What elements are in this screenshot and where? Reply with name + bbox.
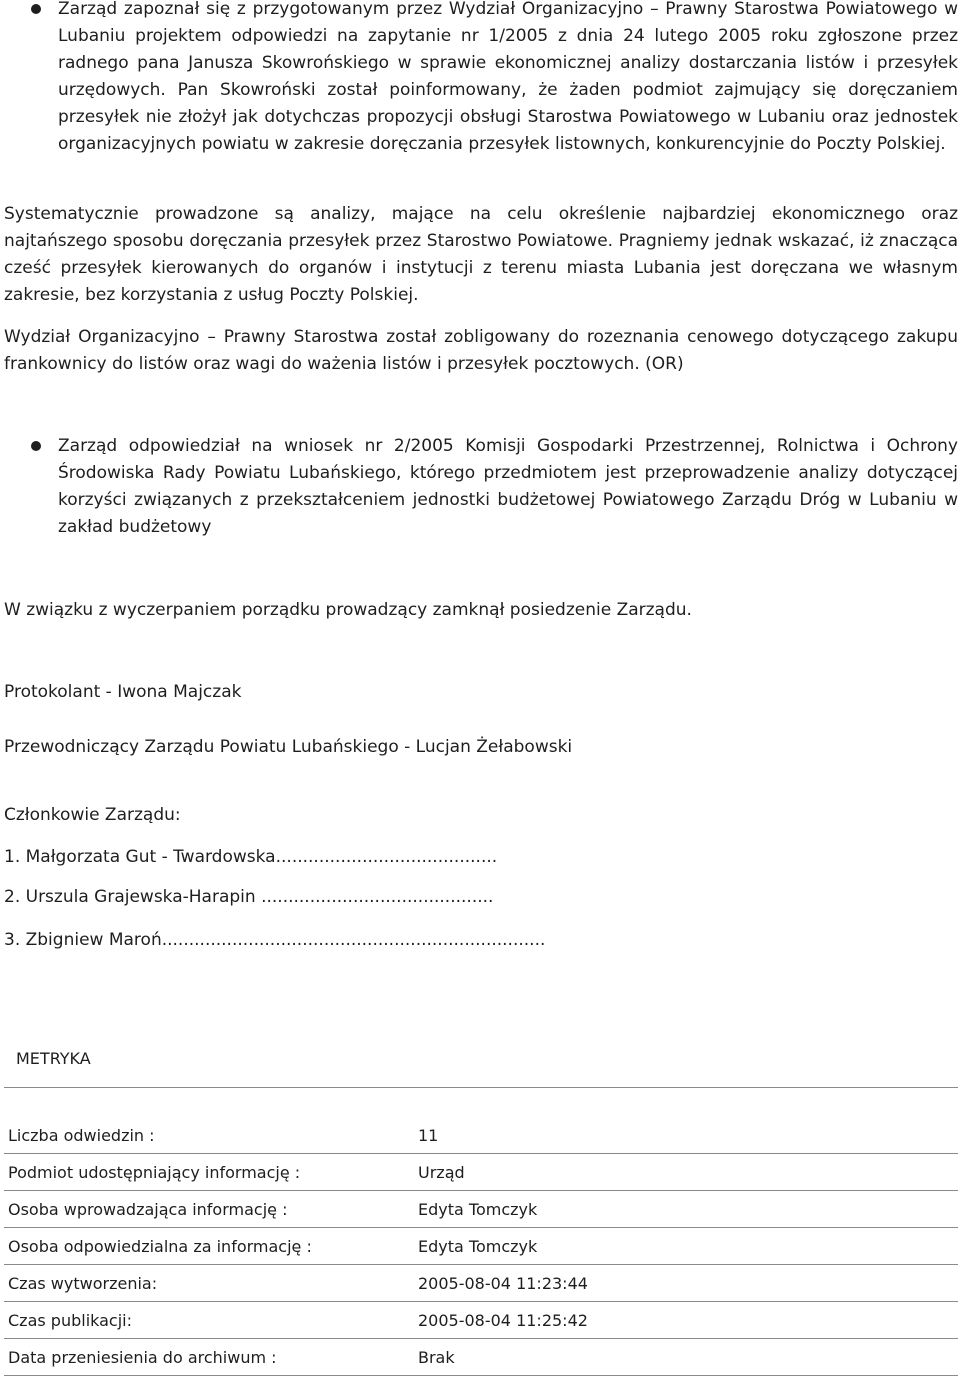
metryka-label: Czas wytworzenia: — [4, 1265, 414, 1302]
table-row — [4, 1339, 958, 1376]
metryka-value: Brak — [414, 1339, 958, 1376]
member-line-2: 2. Urszula Grajewska-Harapin ........................................... — [4, 887, 494, 907]
members-heading: Członkowie Zarządu: — [4, 805, 181, 825]
metryka-divider — [4, 1087, 958, 1088]
table-row — [4, 1154, 958, 1191]
paragraph-frankownica: Wydział Organizacyjno – Prawny Starostwa został zobligowany do rozeznania cenowego dotyczącego zakupu frankownicy do listów oraz wagi do ważenia listów i przesyłek pocztowych. (OR) — [4, 327, 958, 374]
paragraph-analizy: Systematycznie prowadzone są analizy, mające na celu określenie najbardziej ekonomicznego oraz najtańszego sposobu doręczania przesyłek przez Starostwo Powiatowe. Pragniemy jednak wskazać, iż znacząca cześć przesyłek kierowanych do organów i instytucji z terenu miasta Lubania jest doręczana we własnym zakresie, bez korzystania z usług Poczty Polskiej. — [4, 204, 958, 305]
metryka-value: 11 — [414, 1117, 958, 1154]
metryka-title: METRYKA — [16, 1049, 91, 1068]
bullet-item-1-text: Zarząd zapoznał się z przygotowanym przez Wydział Organizacyjno – Prawny Starostwa Powiatowego w Lubaniu projektem odpowiedzi na zapytanie nr 1/2005 z dnia 24 lutego 2005 roku zgłoszone przez radnego pana Janusza Skowrońskiego w sprawie ekonomicznej analizy dostarczania listów i przesyłek urzędowych. Pan Skowroński został poinformowany, że żaden podmiot zajmujący się doręczaniem przesyłek nie złożył jak dotychczas propozycji obsługi Starostwa Powiatowego w Lubaniu oraz jednostek organizacyjnych powiatu w zakresie doręczania przesyłek listownych, konkurencyjnie do Poczty Polskiej. — [58, 0, 958, 154]
closing-text: W związku z wyczerpaniem porządku prowadzący zamknął posiedzenie Zarządu. — [4, 600, 692, 620]
metryka-value: 2005-08-04 11:23:44 — [414, 1265, 958, 1302]
member-line-3: 3. Zbigniew Maroń....................................................................... — [4, 930, 546, 950]
bullet-dot — [31, 4, 41, 14]
przewodniczacy-line: Przewodniczący Zarządu Powiatu Lubańskiego - Lucjan Żełabowski — [4, 737, 573, 757]
metryka-label: Liczba odwiedzin : — [4, 1117, 414, 1154]
table-row — [4, 1265, 958, 1302]
metryka-label: Czas publikacji: — [4, 1302, 414, 1339]
bullet-dot — [31, 441, 41, 451]
bullet-item-1 — [58, 0, 958, 158]
bullet-item-2-text: Zarząd odpowiedział na wniosek nr 2/2005 Komisji Gospodarki Przestrzennej, Rolnictwa i Ochrony Środowiska Rady Powiatu Lubańskiego, którego przedmiotem jest przeprowadzenie analizy dotyczącej korzyści związanych z przekształceniem jednostki budżetowej Powiatowego Zarządu Dróg w Lubaniu w zakład budżetowy — [58, 436, 958, 537]
member-line-1: 1. Małgorzata Gut - Twardowska......................................... — [4, 847, 498, 867]
table-row — [4, 1228, 958, 1265]
metryka-label: Osoba wprowadzająca informację : — [4, 1191, 414, 1228]
metryka-value: Edyta Tomczyk — [414, 1191, 958, 1228]
metryka-value: 2005-08-04 11:25:42 — [414, 1302, 958, 1339]
metryka-value: Edyta Tomczyk — [414, 1228, 958, 1265]
metryka-table — [4, 1117, 958, 1376]
table-row — [4, 1117, 958, 1154]
metryka-value: Urząd — [414, 1154, 958, 1191]
bullet-item-2 — [58, 433, 958, 541]
table-row — [4, 1191, 958, 1228]
metryka-label: Osoba odpowiedzialna za informację : — [4, 1228, 414, 1265]
table-row — [4, 1302, 958, 1339]
protokolant-line: Protokolant - Iwona Majczak — [4, 682, 242, 702]
metryka-label: Data przeniesienia do archiwum : — [4, 1339, 414, 1376]
metryka-label: Podmiot udostępniający informację : — [4, 1154, 414, 1191]
